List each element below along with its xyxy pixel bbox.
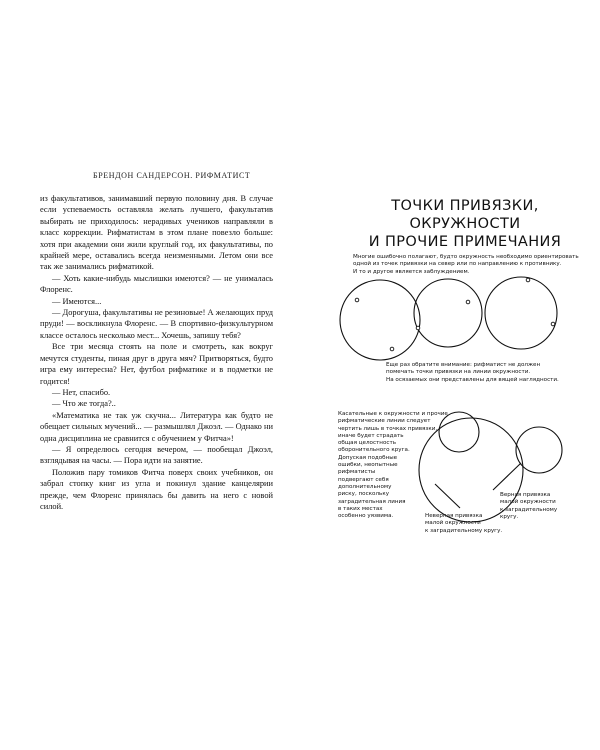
note-line: к заградительному	[500, 506, 558, 513]
paragraph: — Хоть какие-нибудь мыслишки имеются? — не унималась Флоренс.	[40, 273, 273, 295]
paragraph: — Дорогуша, факультативы не резиновые! А желающих пруд пруди! — воскликнула Флоренс. — В спортивно-физкультурном классе осталось несколько мест... Хочешь, запишу тебя?	[40, 308, 273, 340]
note-line: ошибки, неопытные	[338, 462, 398, 469]
paragraph: из факультативов, занимавший первую половину дня. В случае если успеваемость оставляла желать лучшего, факультатив выбирать не приходилось: нерадивых учеников направляли в класс коррекции. Рифматистам в этом плане повезло больше: хотя при академии они жили круглый год, их факультативы, по крайней мере, оставались всегда неизменными. Летом они все так же занимались рифматикой.	[40, 194, 273, 272]
note-line: малой окружности	[500, 499, 556, 506]
note-line: И то и другое является заблуждением.	[353, 268, 470, 275]
note-line: Касательные к окружности и прочие	[338, 411, 448, 417]
note-line: заградительная линия	[338, 498, 406, 505]
note-line: в таких местах	[338, 505, 383, 512]
note-line: На осязаемых они представлены для вящей наглядности.	[386, 376, 559, 383]
note-line: рифматисты	[338, 469, 376, 476]
circle-1	[340, 280, 420, 360]
paragraph: Все три месяца стоять на поле и смотреть, как вокруг мечутся студенты, пиная друг в друга мяч? Притворяться, будто игра ему интересна? Нет, футбол рифматике и в подметки не годится!	[40, 342, 273, 386]
note-line: иначе будет страдать	[338, 432, 404, 439]
binding-point	[416, 326, 420, 330]
binding-point	[355, 298, 359, 302]
note-line: рифматические линии следует	[338, 418, 431, 425]
title-line: ТОЧКИ ПРИВЯЗКИ, ОКРУЖНОСТИ	[391, 198, 539, 232]
note-line: кругу.	[500, 513, 519, 520]
note-line: Неверная привязка	[425, 513, 483, 519]
note-line: Многие ошибочно полагают, будто окружность необходимо ориентировать	[353, 254, 579, 260]
paragraph: — Что же тогда?..	[52, 399, 116, 409]
note-line: одной из точек привязки на север или по направлению к противнику.	[353, 261, 562, 268]
title-line: И ПРОЧИЕ ПРИМЕЧАНИЯ	[368, 234, 562, 250]
pointer-line	[493, 463, 521, 490]
note-line: помечать точки привязки на линии окружности.	[386, 369, 531, 376]
binding-point	[551, 322, 555, 326]
tangent-note	[338, 411, 450, 520]
note-line: общая целостность	[338, 440, 397, 447]
paragraph: — Имеются...	[52, 296, 102, 306]
binding-point	[526, 278, 530, 282]
paragraph: — Я определюсь сегодня вечером, — пообещал Джоэл, взглядывая на часы. — Пора идти на занятие.	[40, 444, 273, 466]
circle-2	[414, 279, 482, 347]
note-line: подвергают себя	[338, 476, 389, 483]
paragraph: «Математика не так уж скучна... Литература как будто не обещает сильных мучений... — размышлял Джоэл. — Однако ни одна дисциплина не сравнится с обучением у Фитча»!	[40, 410, 273, 443]
note-line: Верная привязка	[500, 492, 551, 498]
note-line: оборонительного круга.	[338, 447, 410, 454]
running-head: БРЕНДОН САНДЕРСОН. РИФМАТИСТ	[93, 171, 251, 180]
note-line: риску, поскольку	[338, 491, 390, 498]
note-line: Еще раз обратите внимание: рифматист не должен	[386, 362, 541, 368]
middle-note	[386, 362, 596, 384]
wrong-binding-note	[425, 513, 545, 535]
note-line: к заградительному кругу.	[425, 527, 503, 534]
binding-point	[466, 300, 470, 304]
paragraph: Положив пару томиков Фитча поверх своих учебников, он забрал стопку книг из угла и покинул здание канцелярии прежде, чем Флоренс принялась бы давить на него с новой силой.	[40, 467, 273, 511]
circle-3	[485, 277, 557, 349]
note-line: дополнительному	[338, 483, 392, 490]
paragraph: — Нет, спасибо.	[52, 387, 111, 397]
small-circle-correct	[516, 427, 562, 473]
note-line: Допуская подобные	[338, 454, 398, 461]
binding-point	[390, 347, 394, 351]
note-line: чертить лишь в точках привязки,	[338, 425, 438, 432]
note-line: малой окружности	[425, 520, 481, 527]
note-line: особенно уязвима.	[338, 513, 394, 520]
